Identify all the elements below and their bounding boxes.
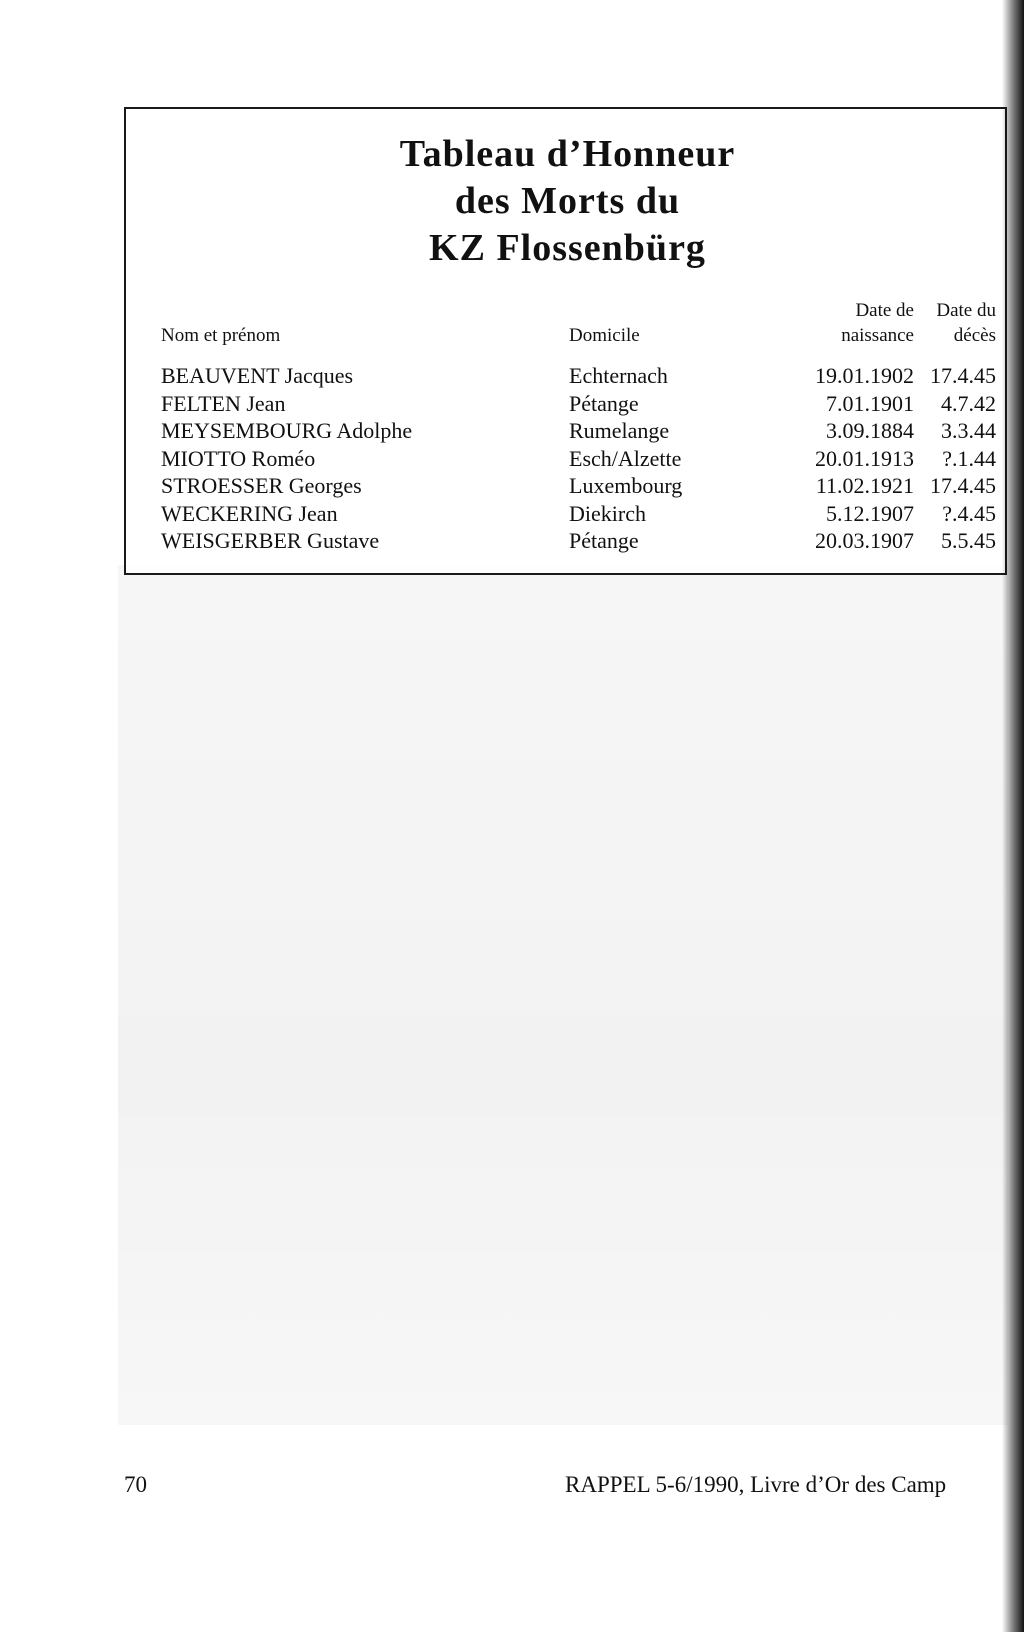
domicile: Rumelange — [569, 418, 670, 443]
birth-date: 3.09.1884 — [826, 418, 914, 443]
person-name: WECKERING Jean — [161, 500, 338, 526]
death-date: 17.4.45 — [930, 473, 996, 498]
domicile: Luxembourg — [569, 473, 683, 498]
title-line-2: des Morts du — [454, 180, 681, 222]
column-header-death-line-2: décès — [953, 325, 996, 346]
column-header-death-date — [876, 298, 996, 348]
death-date: 4.7.42 — [941, 390, 996, 416]
table-row — [126, 500, 1009, 528]
table-row — [126, 417, 1009, 445]
person-name: MEYSEMBOURG Adolphe — [161, 418, 413, 443]
column-header-death-line-1: Date du — [936, 300, 996, 321]
title-line-3: KZ Flossenbürg — [429, 227, 706, 269]
death-date: ?.4.45 — [942, 500, 996, 526]
person-name: FELTEN Jean — [161, 390, 286, 416]
publication-reference: RAPPEL 5-6/1990, Livre d’Or des Camp — [565, 1472, 947, 1497]
death-date: ?.1.44 — [942, 445, 996, 471]
domicile: Pétange — [569, 528, 639, 553]
domicile: Diekirch — [569, 500, 646, 526]
column-header-birth-line-2: naissance — [841, 325, 914, 346]
birth-date: 20.01.1913 — [815, 445, 914, 471]
column-header-birth-line-1: Date de — [855, 300, 914, 321]
table-row — [126, 527, 1009, 555]
person-name: WEISGERBER Gustave — [161, 528, 380, 553]
page-number: 70 — [124, 1472, 147, 1497]
honour-roll-box — [124, 107, 1007, 575]
title-line-1: Tableau d’Honneur — [399, 133, 736, 175]
person-name: MIOTTO Roméo — [161, 445, 316, 471]
honour-roll-title — [126, 131, 1009, 272]
birth-date: 7.01.1901 — [826, 390, 914, 416]
column-header-name: Nom et prénom — [161, 325, 281, 346]
birth-date: 11.02.1921 — [815, 473, 914, 498]
birth-date: 19.01.1902 — [815, 363, 914, 388]
table-row — [126, 362, 1009, 390]
table-row — [126, 445, 1009, 473]
table-row — [126, 472, 1009, 500]
person-name: STROESSER Georges — [161, 473, 362, 498]
birth-date: 20.03.1907 — [815, 528, 914, 553]
person-name: BEAUVENT Jacques — [161, 363, 354, 388]
domicile: Echternach — [569, 363, 668, 388]
death-date: 3.3.44 — [941, 418, 996, 443]
reverse-page-show-through — [118, 565, 1008, 1425]
death-date: 17.4.45 — [930, 363, 996, 388]
domicile: Esch/Alzette — [569, 445, 682, 471]
birth-date: 5.12.1907 — [826, 500, 914, 526]
table-row — [126, 390, 1009, 418]
domicile: Pétange — [569, 390, 639, 416]
honour-roll-table — [126, 362, 1009, 555]
death-date: 5.5.45 — [941, 528, 996, 553]
column-header-domicile: Domicile — [569, 325, 640, 346]
